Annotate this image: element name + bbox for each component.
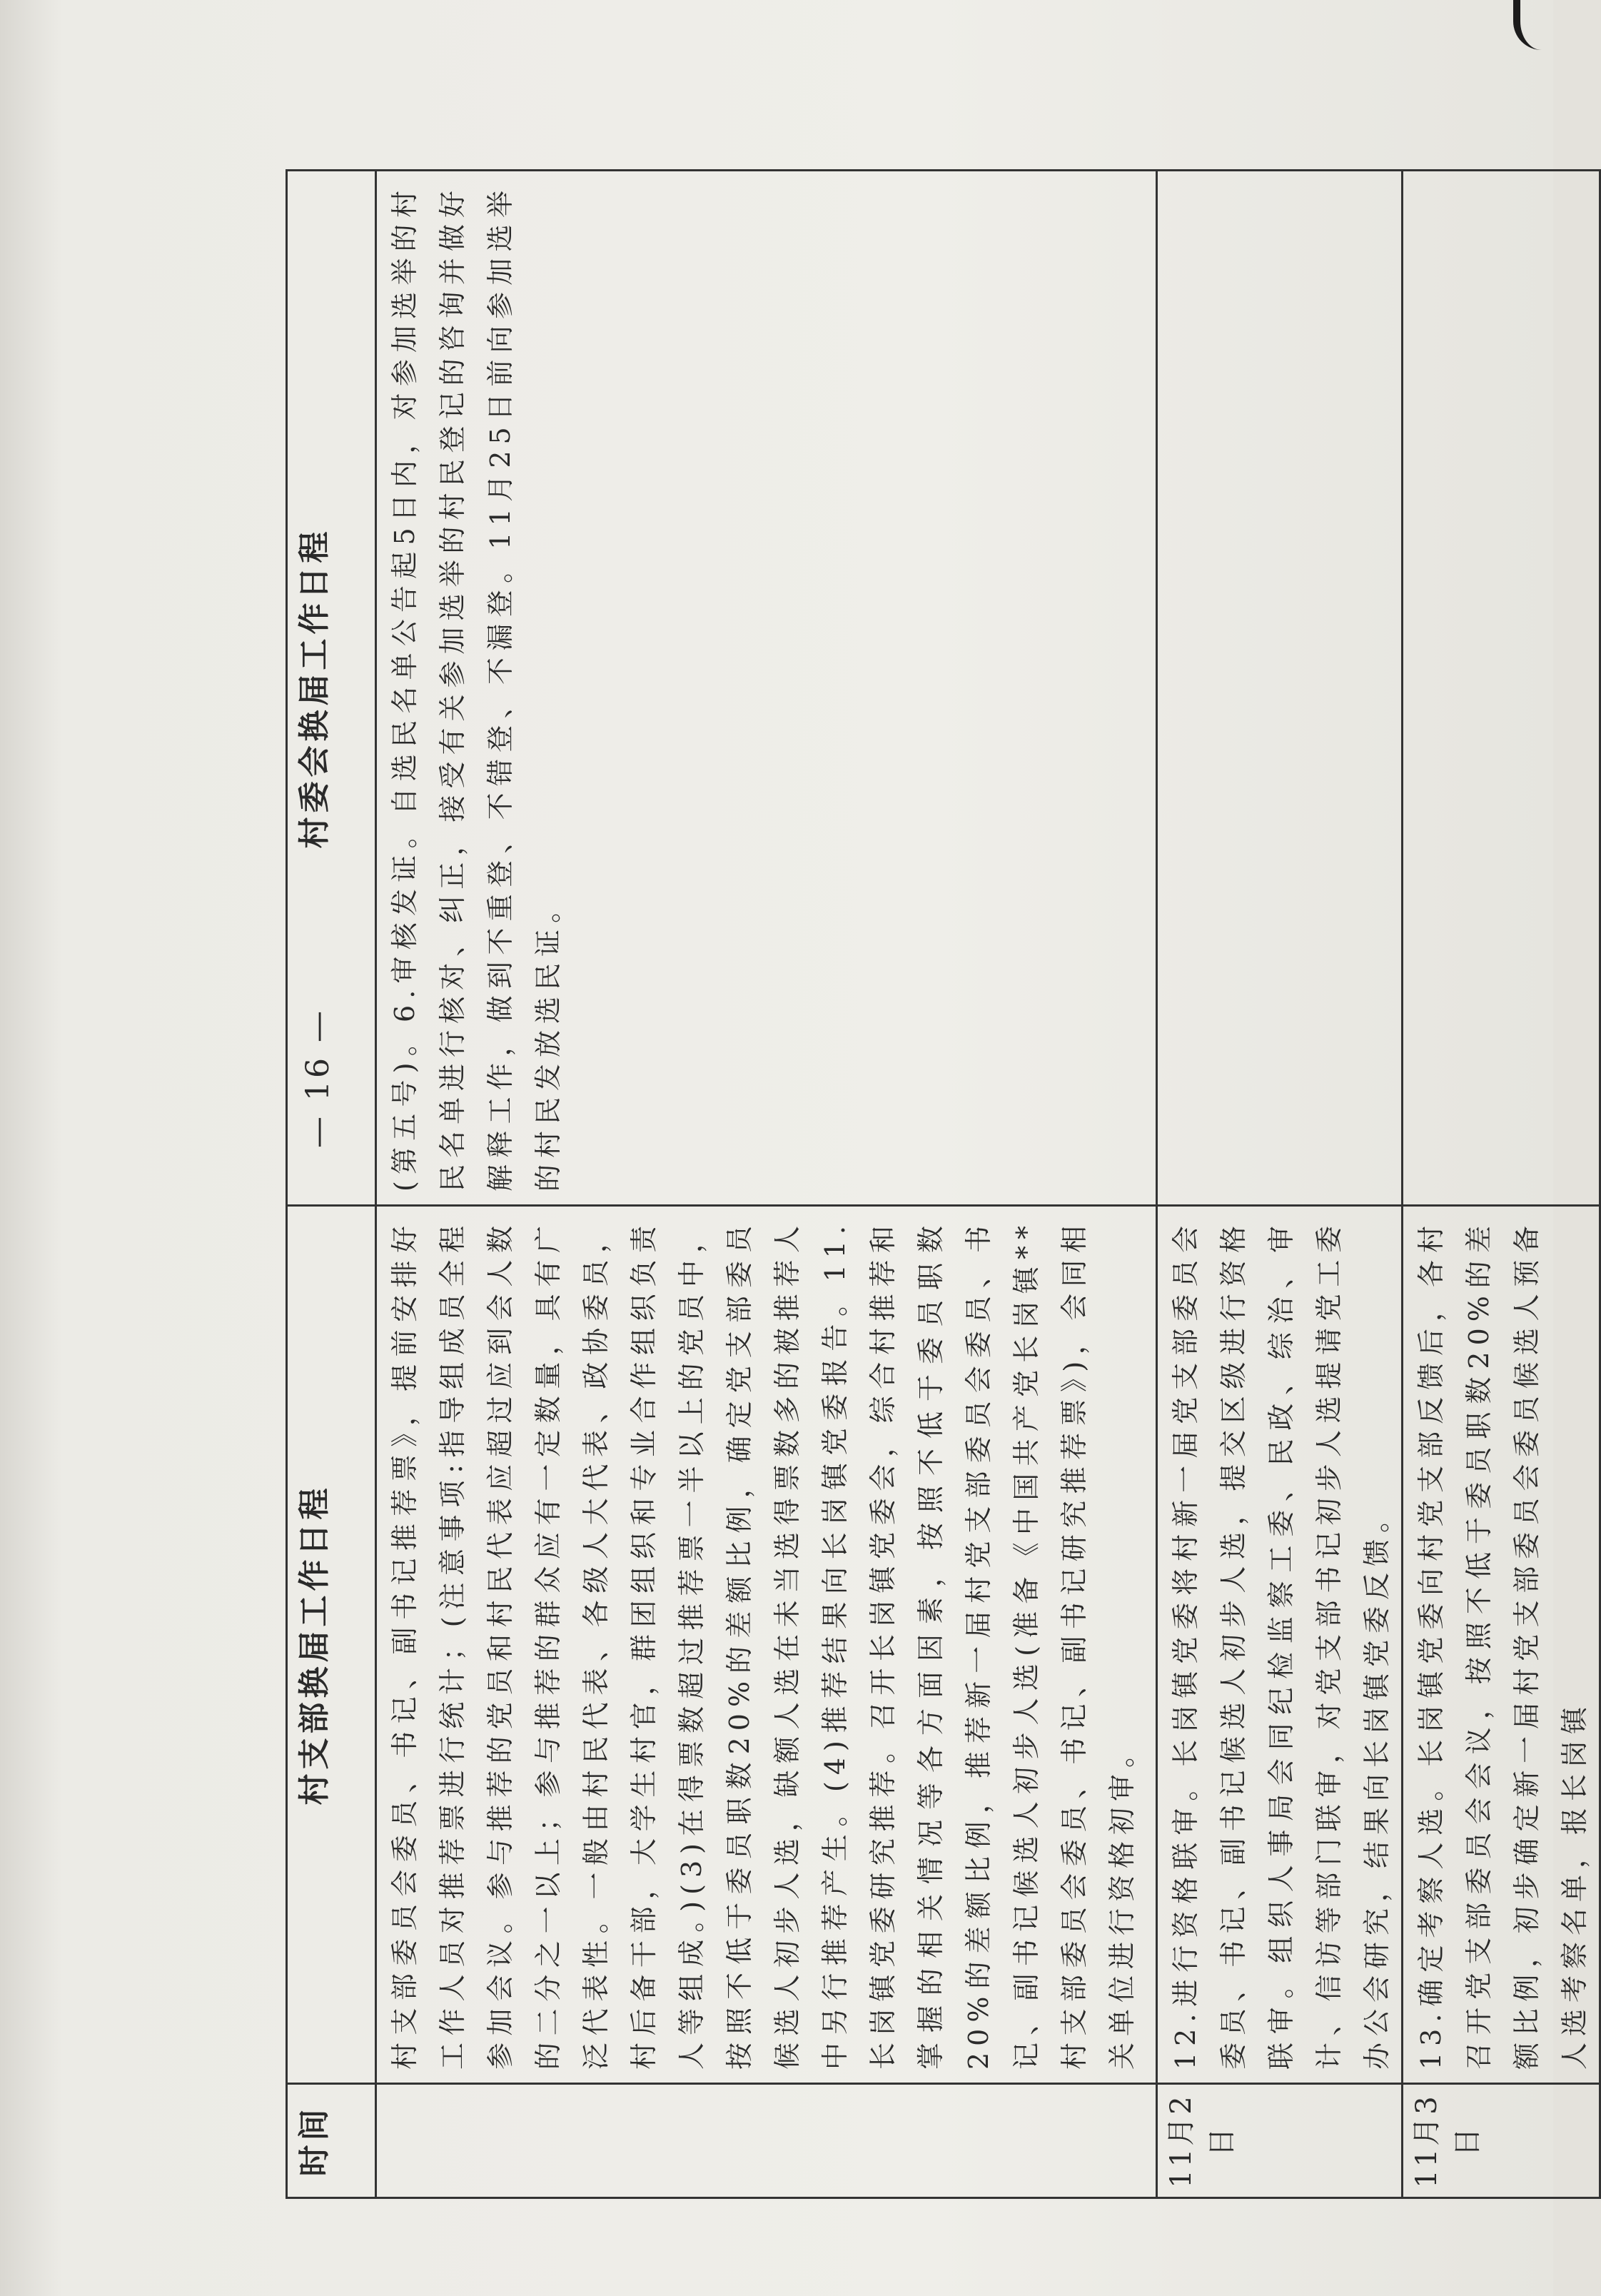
header-party-schedule: 村支部换届工作日程 — [287, 1206, 376, 2084]
table-row — [1403, 171, 1600, 2198]
table-row — [376, 171, 1157, 2198]
row-party-schedule: 12.进行资格联审。长岗镇党委将村新一届党支部委员会委员、书记、副书记候选人初步人选，提交区级进行资格联审。组织人事局会同纪检监察工委、民政、综治、审计、信访等部门联审，对党支部书记初步人选提请党工委办公会研究，结果向长岗镇党委反馈。 — [1157, 1206, 1403, 2084]
rotated-table-wrapper — [286, 171, 1590, 2199]
page-number: — 16 — — [300, 1008, 336, 1148]
row-village-schedule — [1403, 171, 1600, 1206]
row-party-schedule: 13.确定考察人选。长岗镇党委向村党支部反馈后，各村召开党支部委员会会议，按照不低于委员职数20%的差额比例，初步确定新一届村党支部委员会委员候选人预备人选考察名单，报长岗镇 — [1403, 1206, 1600, 2084]
row-date: 11月2日 — [1157, 2084, 1403, 2198]
schedule-table — [286, 169, 1601, 2199]
row-date — [376, 2084, 1157, 2198]
header-time: 时间 — [287, 2084, 376, 2198]
row-date: 11月3日 — [1403, 2084, 1600, 2198]
row-village-schedule: (第五号)。6.审核发证。自选民名单公告起5日内，对参加选举的村民名单进行核对、纠正，接受有关参加选举的村民登记的咨询并做好解释工作，做到不重登、不错登、不漏登。11月25日前向参加选举的村民发放选民证。 — [376, 171, 1157, 1206]
row-village-schedule — [1157, 171, 1403, 1206]
row-party-schedule — [376, 1206, 1157, 2084]
party-text-part-1: 村支部委员会委员、书记、副书记推荐票》，提前安排好工作人员对推荐票进行统计；(注意事项:指导组成员全程参加会议。参与推荐的党员和村民代表应超过应到会人数的二分之一以上；参与推荐的群众应有一定数量，具有广泛代表性。一般由村民代表、各级人大代表、政协委员，村后备干部，大学生村官，群团组织和专业合作组织负责人等组成。)(3)在得票数超过推荐票一半以上的党员中，按照不低于委员职数20%的差额比例，确定党支部委员候选人初步人选，缺额人选在未当选得票数多的被推荐人中另行推荐产生。(4)推荐结果向长岗镇党委报告。11.长岗镇党委研究推荐。召开长岗镇党委会，综合村推荐和掌握的相关情况等各方面因素，按照不低于委员职数20%的差额比例，推荐新一届村党支部委员会委员、书记、副书记候选人初步人选(准备《中国共产党长岗镇**村支部委员会委员、书记、副书记研究推荐票》)，会同相关单位进行资格初审。 — [389, 1219, 1138, 2070]
binder-clip-edge — [1513, 0, 1553, 50]
header-village-schedule: 村委会换届工作日程 — [287, 171, 376, 1206]
table-header-row — [287, 171, 376, 2198]
table-row — [1157, 171, 1403, 2198]
